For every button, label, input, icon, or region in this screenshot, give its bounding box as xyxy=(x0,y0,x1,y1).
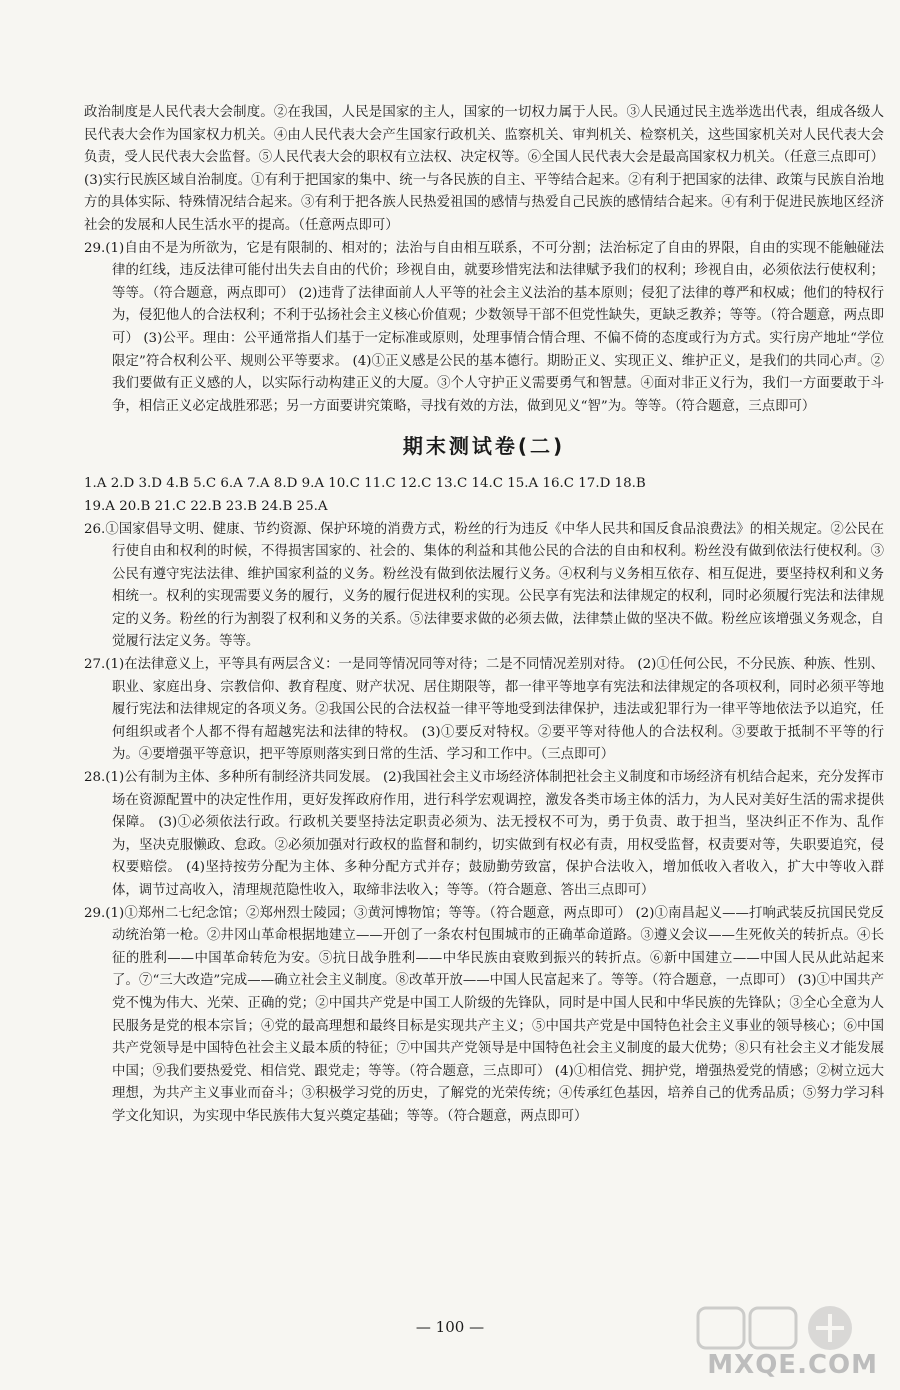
answer-q28: 28.(1)公有制为主体、多种所有制经济共同发展。 (2)我国社会主义市场经济体制把社会主义制度和市场经济有机结合起来，充分发挥市场在资源配置中的决定性作用，更好发挥政府作用，进行科学宏观调控，激发各类市场主体的活力，为人民对美好生活的需求提供保障。 (3)①必须依法行政。行政机关要坚持法定职责必须为、法无授权不可为，勇于负责、敢于担当，坚决纠正不作为、乱作为，坚决克服懒政、怠政。②必须加强对行政权的监督和制约，切实做到有权必有责，用权受监督，权责要对等，失职要追究，侵权要赔偿。 (4)坚持按劳分配为主体、多种分配方式并存；鼓励勤劳致富，保护合法收入，增加低收入者收入，扩大中等收入群体，调节过高收入，清理规范隐性收入，取缔非法收入；等等。（符合题意、答出三点即可） xyxy=(84,770,884,898)
page-content xyxy=(84,102,884,1129)
multiple-choice-answers-row-1: 1.A 2.D 3.D 4.B 5.C 6.A 7.A 8.D 9.A 10.C 11.C 12.C 13.C 14.C 15.A 16.C 17.D 18.B xyxy=(84,476,646,492)
answer-q29-first: 29.(1)自由不是为所欲为，它是有限制的、相对的；法治与自由相互联系，不可分割；法治标定了自由的界限，自由的实现不能触碰法律的红线，违反法律可能付出失去自由的代价；珍视自由，就要珍惜宪法和法律赋予我们的权利；珍视自由，必须依法行使权利；等等。（符合题意，两点即可） (2)违背了法律面前人人平等的社会主义法治的基本原则；侵犯了法律的尊严和权威；他们的特权行为，侵犯他人的合法权利；不利于弘扬社会主义核心价值观；少数领导干部不但党性缺失，更缺乏教养；等等。（符合题意，两点即可） (3)公平。理由：公平通常指人们基于一定标准或原则，处理事情合情合理、不偏不倚的态度或行为方式。实行房产地址“学位限定”符合权利公平、规则公平等要求。 (4)①正义感是公民的基本德行。期盼正义、实现正义、维护正义，是我们的共同心声。②我们要做有正义感的人，以实际行动构建正义的大厦。③个人守护正义需要勇气和智慧。④面对非正义行为，我们一方面要敢于斗争，相信正义必定战胜邪恶；另一方面要讲究策略，寻找有效的方法，做到见义“智”为。等等。（符合题意，三点即可） xyxy=(84,240,884,414)
answer-q26: 26.①国家倡导文明、健康、节约资源、保护环境的消费方式，粉丝的行为违反《中华人民共和国反食品浪费法》的相关规定。②公民在行使自由和权利的时候，不得损害国家的、社会的、集体的利益和其他公民的合法的自由和权利。粉丝没有做到依法行使权利。③公民有遵守宪法法律、维护国家利益的义务。粉丝没有做到依法履行义务。④权利与义务相互依存、相互促进，要坚持权利和义务相统一。权利的实现需要义务的履行，义务的履行促进权利的实现。公民享有宪法和法律规定的权利，同时必须履行宪法和法律规定的义务。粉丝的行为割裂了权利和义务的关系。⑤法律要求做的必须去做，法律禁止做的坚决不做。粉丝应该增强义务观念，自觉履行法定义务。等等。 xyxy=(84,521,884,650)
watermark-text: MXQE.COM xyxy=(707,1350,878,1380)
continued-answer-paragraph: 政治制度是人民代表大会制度。②在我国，人民是国家的主人，国家的一切权力属于人民。③人民通过民主选举选出代表，组成各级人民代表大会作为国家权力机关。④由人民代表大会产生国家行政机关、监察机关、审判机关、检察机关，这些国家机关对人民代表大会负责，受人民代表大会监督。⑤人民代表大会的职权有立法权、决定权等。⑥全国人民代表大会是最高国家权力机关。（任意三点即可） (3)实行民族区域自治制度。①有利于把国家的集中、统一与各民族的自主、平等结合起来。②有利于把国家的法律、政策与民族自治地方的具体实际、特殊情况结合起来。③有利于把各族人民热爱祖国的感情与热爱自己民族的感情结合起来。④有利于促进民族地区经济社会的发展和人民生活水平的提高。（任意两点即可） xyxy=(84,105,884,233)
answer-q29-second: 29.(1)①郑州二七纪念馆；②郑州烈士陵园；③黄河博物馆；等等。（符合题意，两点即可） (2)①南昌起义——打响武装反抗国民党反动统治第一枪。②井冈山革命根据地建立——开创了一条农村包围城市的正确革命道路。③遵义会议——生死攸关的转折点。④长征的胜利——中国革命转危为安。⑤抗日战争胜利——中华民族由衰败到振兴的转折点。⑥新中国建立——中国人民从此站起来了。⑦“三大改造”完成——确立社会主义制度。⑧改革开放——中国人民富起来了。等等。（符合题意，一点即可） (3)①中国共产党不愧为伟大、光荣、正确的党；②中国共产党是中国工人阶级的先锋队，同时是中国人民和中华民族的先锋队；③全心全意为人民服务是党的根本宗旨；④党的最高理想和最终目标是实现共产主义；⑤中国共产党是中国特色社会主义事业的领导核心；⑥中国共产党领导是中国特色社会主义最本质的特征；⑦中国共产党领导是中国特色社会主义制度的最大优势；⑧只有社会主义才能发展中国；⑨我们要热爱党、相信党、跟党走；等等。（符合题意，三点即可） (4)①相信党、拥护党，增强热爱党的情感；②树立远大理想，为共产主义事业而奋斗；③积极学习党的历史，了解党的光荣传统；④传承红色基因，培养自己的优秀品质；⑤努力学习科学文化知识，为实现中华民族伟大复兴奠定基础；等等。（符合题意，两点即可） xyxy=(84,905,884,1124)
multiple-choice-answers-row-2: 19.A 20.B 21.C 22.B 23.B 24.B 25.A xyxy=(84,498,328,514)
answer-q27: 27.(1)在法律意义上，平等具有两层含义：一是同等情况同等对待；二是不同情况差别对待。 (2)①任何公民，不分民族、种族、性别、职业、家庭出身、宗教信仰、教育程度、财产状况、居住期限等，都一律平等地享有宪法和法律规定的各项权利，同时必须平等地履行宪法和法律规定的各项义务。②我国公民的合法权益一律平等地受到法律保护，违法或犯罪行为一律平等地依法予以追究，任何组织或者个人都不得有超越宪法和法律的特权。 (3)①要反对特权。②要平等对待他人的合法权利。③要敢于抵制不平等的行为。④要增强平等意识，把平等原则落实到日常的生活、学习和工作中。（三点即可） xyxy=(84,657,884,763)
section-title: 期末测试卷(二) xyxy=(402,434,566,459)
page-number: — 100 — xyxy=(415,1318,485,1336)
